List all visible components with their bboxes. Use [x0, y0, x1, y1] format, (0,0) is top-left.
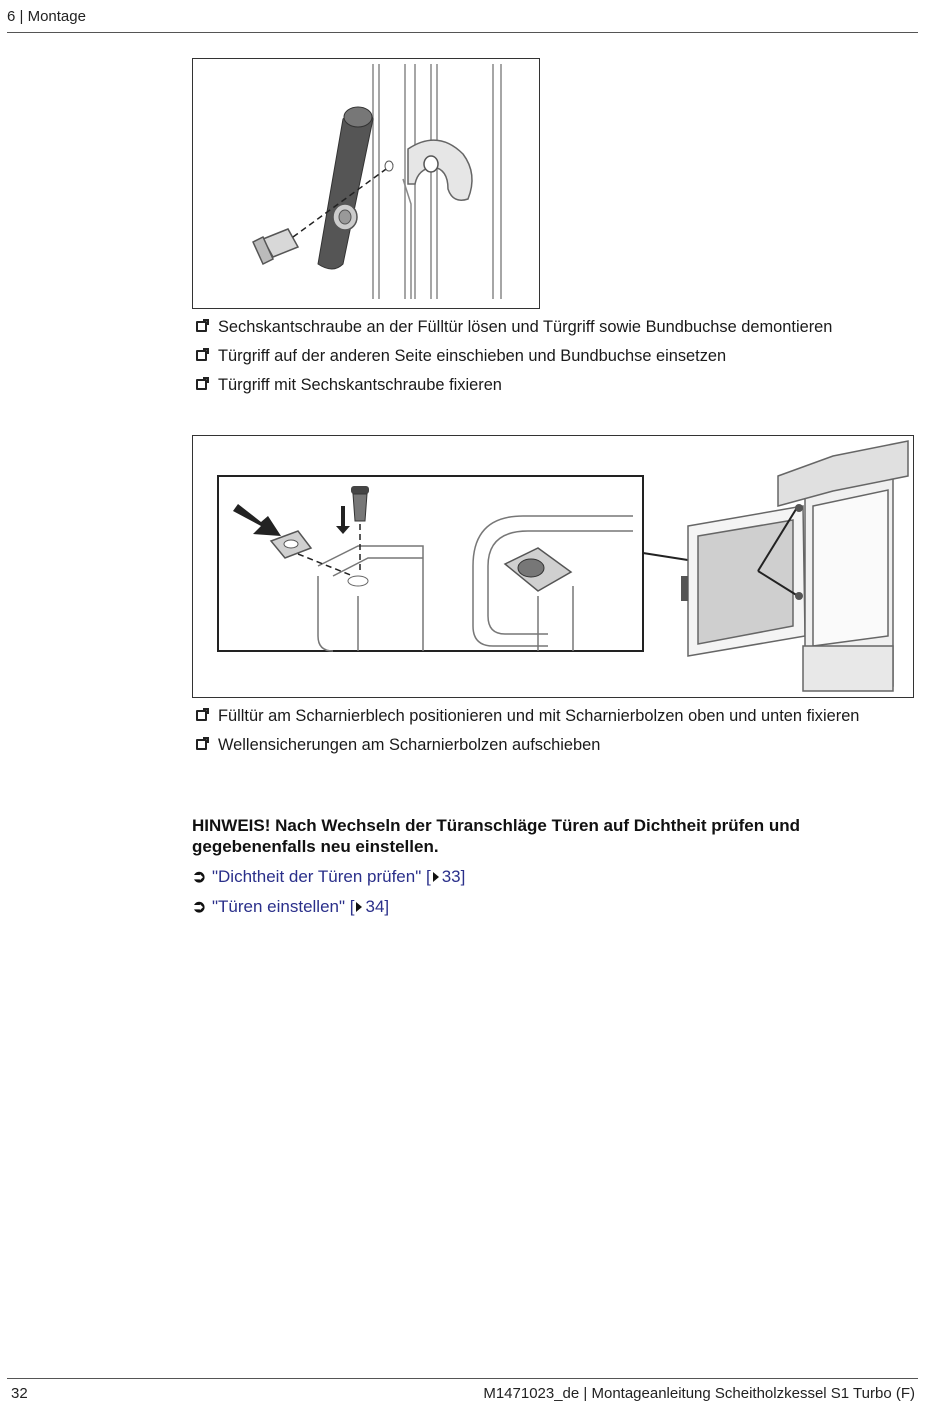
instruction-list-hinge [196, 706, 896, 764]
notice-text: HINWEIS! Nach Wechseln der Türanschläge Türen auf Dichtheit prüfen und gegebenenfalls neu einstellen. [192, 816, 800, 856]
instruction-list-handle [196, 317, 916, 404]
link-door-adjust[interactable]: ➲ "Türen einstellen" [ 34] [192, 896, 390, 916]
checkbox-icon [196, 710, 207, 721]
reference-arrow-icon: ➲ [192, 896, 207, 916]
cross-reference-links [192, 866, 465, 926]
page-pointer-icon [433, 872, 439, 882]
list-item: Wellensicherungen am Scharnierbolzen aufschieben [196, 735, 896, 756]
footer-divider [7, 1378, 918, 1379]
door-handle-assembly-illustration [193, 59, 539, 308]
door-handle-figure [192, 58, 540, 309]
page-number: 32 [11, 1385, 28, 1402]
list-item: Sechskantschraube an der Fülltür lösen und Türgriff sowie Bundbuchse demontieren [196, 317, 916, 338]
checkbox-icon [196, 379, 207, 390]
link-door-tightness[interactable]: ➲ "Dichtheit der Türen prüfen" [ 33] [192, 866, 466, 886]
list-item: Türgriff mit Sechskantschraube fixieren [196, 375, 916, 396]
checkbox-icon [196, 350, 207, 361]
list-item: Fülltür am Scharnierblech positionieren und mit Scharnierbolzen oben und unten fixieren [196, 706, 896, 727]
checkbox-icon [196, 739, 207, 750]
document-title: M1471023_de | Montageanleitung Scheitholzkessel S1 Turbo (F) [483, 1385, 915, 1402]
header-divider [7, 32, 918, 33]
page-pointer-icon [356, 902, 362, 912]
door-hinge-assembly-illustration [193, 436, 913, 697]
running-header: 6 | Montage [7, 8, 86, 25]
door-hinge-figure [192, 435, 914, 698]
list-item: Türgriff auf der anderen Seite einschieben und Bundbuchse einsetzen [196, 346, 916, 367]
checkbox-icon [196, 321, 207, 332]
reference-arrow-icon: ➲ [192, 866, 207, 886]
